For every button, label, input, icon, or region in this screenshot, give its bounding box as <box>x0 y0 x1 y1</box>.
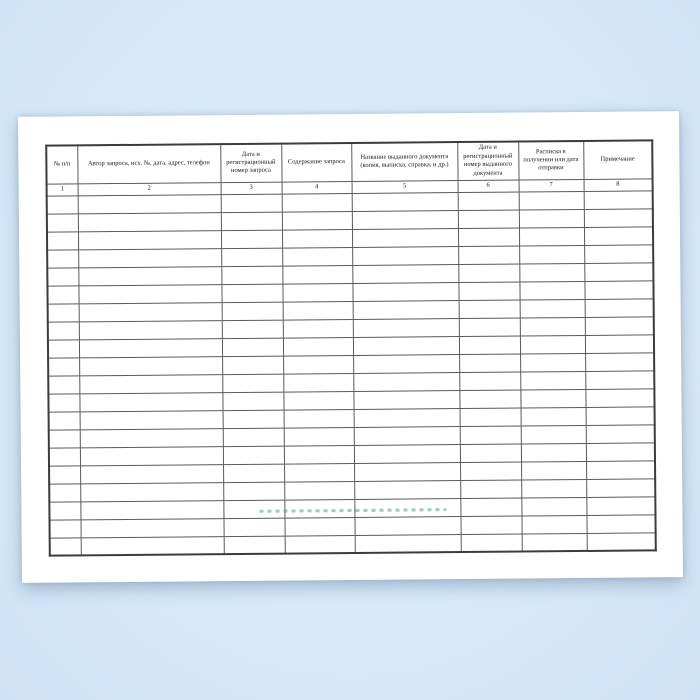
empty-cell <box>48 375 79 393</box>
empty-cell <box>80 500 223 519</box>
empty-cell <box>282 265 352 284</box>
empty-cell <box>222 374 283 393</box>
empty-cell <box>519 263 584 282</box>
header-note: Примечание <box>583 140 652 179</box>
empty-cell <box>79 320 222 339</box>
empty-cell <box>283 355 353 374</box>
empty-cell <box>460 480 521 499</box>
empty-cell <box>352 264 458 283</box>
empty-cell <box>353 318 459 337</box>
empty-cell <box>47 285 78 303</box>
empty-cell <box>222 302 283 321</box>
empty-cell <box>79 302 222 321</box>
empty-cell <box>47 249 78 267</box>
empty-cell <box>48 321 79 339</box>
header-issued-document-name: Название выданного документа (копия, выписка, справка, и др.) <box>351 142 457 181</box>
empty-cell <box>586 478 655 497</box>
document-page <box>18 111 683 583</box>
empty-cell <box>78 230 221 249</box>
column-number-cell: 8 <box>584 178 653 191</box>
empty-cell <box>352 210 458 229</box>
empty-cell <box>586 442 655 461</box>
empty-cell <box>585 298 654 317</box>
empty-cell <box>521 443 586 462</box>
column-number-cell: 1 <box>47 183 78 195</box>
empty-cell <box>48 339 79 357</box>
empty-cell <box>221 284 282 303</box>
empty-cell <box>587 532 656 551</box>
empty-cell <box>223 518 284 537</box>
empty-cell <box>282 211 352 230</box>
empty-cell <box>521 461 586 480</box>
empty-cell <box>78 194 221 213</box>
empty-cell <box>520 335 585 354</box>
empty-cell <box>223 464 284 483</box>
empty-cell <box>520 299 585 318</box>
empty-cell <box>519 245 584 264</box>
empty-cell <box>223 482 284 501</box>
empty-cell <box>460 444 521 463</box>
empty-cell <box>585 352 654 371</box>
empty-cell <box>355 534 461 553</box>
empty-cell <box>221 266 282 285</box>
empty-cell <box>49 483 80 501</box>
empty-cell <box>459 300 520 319</box>
empty-cell <box>80 518 223 537</box>
empty-cell <box>222 320 283 339</box>
empty-cell <box>282 193 352 212</box>
empty-cell <box>283 319 353 338</box>
empty-cell <box>284 445 354 464</box>
empty-cell <box>520 371 585 390</box>
empty-cell <box>460 516 521 535</box>
empty-cell <box>460 426 521 445</box>
empty-cell <box>584 208 653 227</box>
empty-cell <box>585 334 654 353</box>
empty-cell <box>521 497 586 516</box>
empty-cell <box>50 537 81 555</box>
empty-cell <box>284 481 354 500</box>
empty-cell <box>49 501 80 519</box>
empty-cell <box>352 282 458 301</box>
empty-cell <box>519 191 584 210</box>
empty-cell <box>458 246 519 265</box>
empty-cell <box>585 316 654 335</box>
empty-cell <box>458 228 519 247</box>
empty-cell <box>458 282 519 301</box>
empty-cell <box>48 357 79 375</box>
empty-cell <box>79 356 222 375</box>
header-row <box>46 140 652 183</box>
empty-cell <box>47 231 78 249</box>
empty-cell <box>353 354 459 373</box>
empty-cell <box>49 429 80 447</box>
empty-cell <box>520 389 585 408</box>
empty-cell <box>354 408 460 427</box>
empty-cell <box>520 317 585 336</box>
empty-cell <box>80 446 223 465</box>
empty-cell <box>283 391 353 410</box>
empty-cell <box>284 463 354 482</box>
header-request-date-regnum: Дата и регистрационный номер запроса <box>220 144 281 183</box>
empty-cell <box>79 374 222 393</box>
column-number-cell: 3 <box>221 182 282 195</box>
empty-cell <box>284 427 354 446</box>
empty-cell <box>519 227 584 246</box>
empty-cell <box>584 190 653 209</box>
empty-cell <box>283 301 353 320</box>
empty-cell <box>223 410 284 429</box>
empty-cell <box>459 354 520 373</box>
empty-cell <box>80 428 223 447</box>
empty-cell <box>584 244 653 263</box>
empty-cell <box>283 373 353 392</box>
empty-cell <box>458 264 519 283</box>
empty-cell <box>224 536 285 555</box>
empty-cell <box>461 534 522 553</box>
empty-cell <box>282 247 352 266</box>
empty-cell <box>353 372 459 391</box>
empty-cell <box>221 248 282 267</box>
empty-cell <box>282 229 352 248</box>
empty-cell <box>354 516 460 535</box>
empty-cell <box>47 213 78 231</box>
empty-cell <box>586 460 655 479</box>
header-request-author: Автор запроса, исх. №, дата, адрес, телефон <box>77 144 220 183</box>
journal-table-container <box>45 139 657 556</box>
empty-cell <box>284 517 354 536</box>
empty-cell <box>353 300 459 319</box>
empty-cell <box>584 280 653 299</box>
empty-cell <box>353 336 459 355</box>
header-issued-document-date-regnum: Дата и регистрационный номер выданного документа <box>457 142 518 181</box>
empty-cell <box>79 392 222 411</box>
empty-cell <box>586 514 655 533</box>
empty-cell <box>460 462 521 481</box>
header-receipt-or-dispatch-date: Расписка в получении или дата отправки <box>518 141 583 180</box>
empty-cell <box>521 515 586 534</box>
empty-cell <box>521 479 586 498</box>
empty-cell <box>584 226 653 245</box>
empty-cell <box>48 393 79 411</box>
empty-cell <box>222 392 283 411</box>
empty-cell <box>221 194 282 213</box>
empty-cell <box>458 210 519 229</box>
empty-cell <box>519 281 584 300</box>
empty-cell <box>48 303 79 321</box>
empty-cell <box>80 464 223 483</box>
empty-cell <box>460 408 521 427</box>
empty-cell <box>354 462 460 481</box>
empty-cell <box>223 446 284 465</box>
empty-cell <box>354 480 460 499</box>
empty-cell <box>283 337 353 356</box>
empty-cell <box>522 533 587 552</box>
empty-cell <box>521 425 586 444</box>
empty-cell <box>81 536 224 555</box>
empty-cell <box>221 230 282 249</box>
empty-cell <box>78 212 221 231</box>
journal-table <box>45 139 657 556</box>
empty-cell <box>78 248 221 267</box>
empty-cell <box>282 283 352 302</box>
empty-cell <box>49 465 80 483</box>
column-number-cell: 4 <box>282 181 352 194</box>
empty-cell <box>352 246 458 265</box>
empty-cell <box>521 407 586 426</box>
empty-cell <box>352 228 458 247</box>
empty-cell <box>586 424 655 443</box>
header-row-number: № п/п <box>46 145 77 183</box>
empty-cell <box>520 353 585 372</box>
empty-cell <box>49 519 80 537</box>
empty-cell <box>354 426 460 445</box>
empty-cell <box>459 318 520 337</box>
empty-cell <box>519 209 584 228</box>
empty-cell <box>221 212 282 231</box>
empty-cell <box>80 410 223 429</box>
column-number-cell: 7 <box>519 179 584 192</box>
empty-cell <box>584 262 653 281</box>
empty-cell <box>354 444 460 463</box>
column-number-cell: 2 <box>78 182 221 195</box>
column-number-cell: 5 <box>352 180 458 193</box>
empty-cell <box>585 388 654 407</box>
empty-cell <box>47 195 78 213</box>
empty-cell <box>284 409 354 428</box>
empty-cell <box>223 428 284 447</box>
empty-cell <box>353 390 459 409</box>
column-number-cell: 6 <box>458 180 519 193</box>
empty-cell <box>78 284 221 303</box>
empty-cell <box>459 336 520 355</box>
empty-cell <box>285 535 355 554</box>
empty-cell <box>352 192 458 211</box>
empty-cell <box>586 496 655 515</box>
empty-cell <box>459 390 520 409</box>
table-body <box>47 190 656 555</box>
empty-cell <box>459 372 520 391</box>
empty-cell <box>79 338 222 357</box>
empty-cell <box>47 267 78 285</box>
empty-cell <box>460 498 521 517</box>
empty-cell <box>222 338 283 357</box>
empty-cell <box>585 370 654 389</box>
empty-cell <box>458 192 519 211</box>
empty-cell <box>49 411 80 429</box>
empty-cell <box>49 447 80 465</box>
empty-cell <box>80 482 223 501</box>
empty-cell <box>78 266 221 285</box>
header-request-content: Содержание запроса <box>281 143 351 182</box>
empty-cell <box>222 356 283 375</box>
empty-cell <box>586 406 655 425</box>
